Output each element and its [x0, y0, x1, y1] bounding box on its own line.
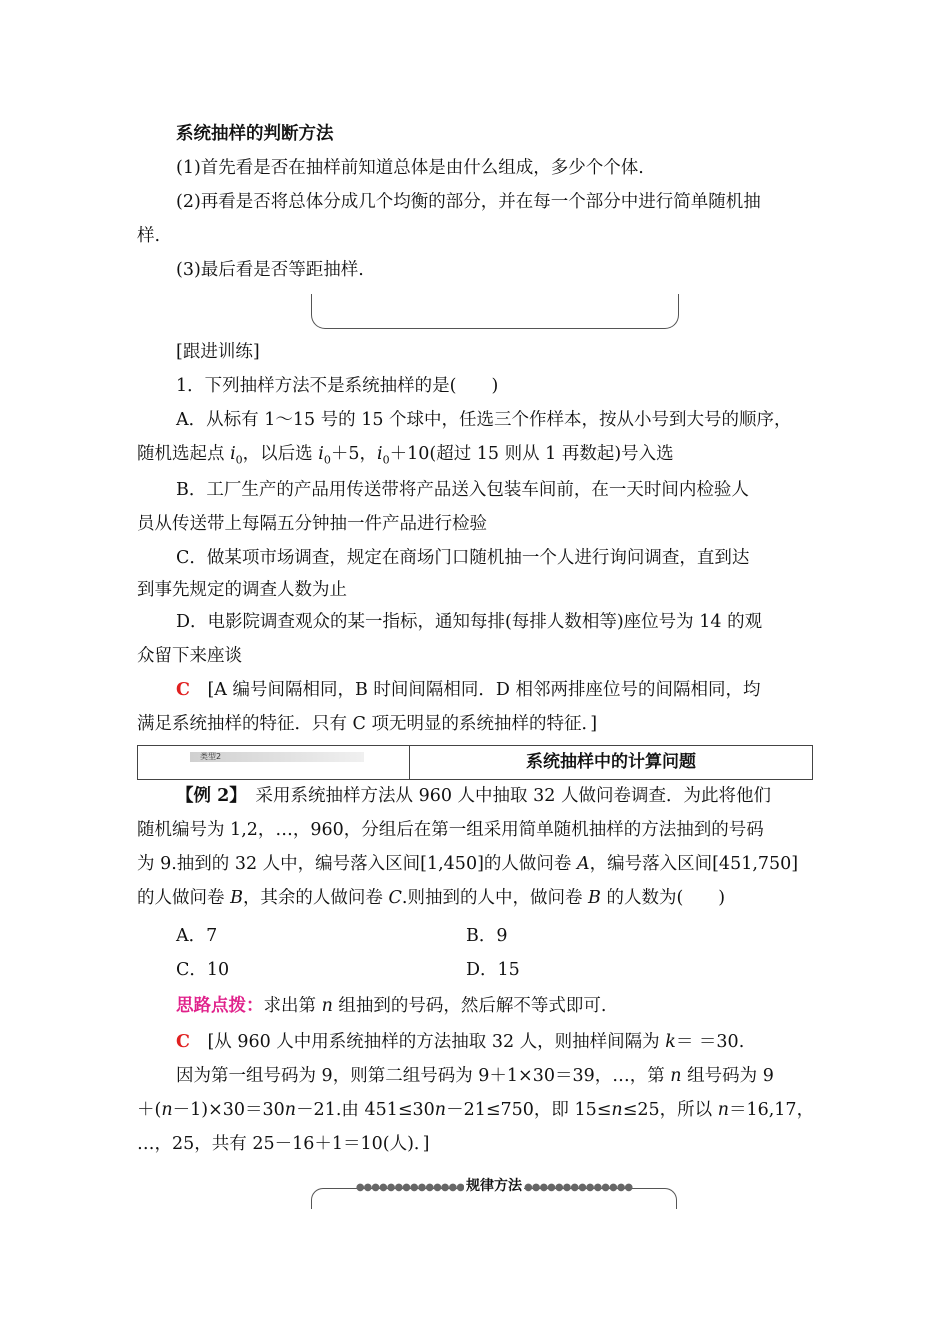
answer-letter: C	[176, 680, 190, 700]
example-2-option-d: D．15	[466, 960, 520, 980]
method-footer-box	[311, 1178, 677, 1206]
question-1-option-b-line1: B．工厂生产的产品用传送带将产品送入包装车间前，在一天时间内检验人	[176, 480, 749, 500]
example-2-solution-line2: 因为第一组号码为 9，则第二组号码为 9＋1×30＝39，…，第 n 组号码为 9	[176, 1066, 774, 1086]
question-1-option-d-line1: D．电影院调查观众的某一指标，通知每排(每排人数相等)座位号为 14 的观	[176, 612, 763, 632]
example-2-solution-line1: C [从 960 人中用系统抽样的方法抽取 32 人，则抽样间隔为 k＝ ＝30.	[176, 1032, 745, 1052]
example-2-option-c: C．10	[176, 960, 230, 980]
example-2-option-a: A．7	[176, 926, 218, 946]
example-2-line4: 的人做问卷 B，其余的人做问卷 C.则抽到的人中，做问卷 B 的人数为( )	[137, 888, 726, 908]
question-1-option-d-line2: 众留下来座谈	[137, 646, 242, 666]
method-footer-label: 规律方法	[466, 1178, 522, 1194]
question-1-option-a-line1: A．从标有 1～15 号的 15 个球中，任选三个作样本，按从小号到大号的顺序，	[176, 410, 792, 430]
example-2-hint: 思路点拨：求出第 n 组抽到的号码，然后解不等式即可.	[176, 996, 607, 1016]
method-heading: 系统抽样的判断方法	[176, 124, 334, 144]
practice-label: [跟进训练]	[176, 342, 260, 362]
example-2-line3: 为 9.抽到的 32 人中，编号落入区间[1,450]的人做问卷 A，编号落入区间[451,750]	[137, 854, 799, 874]
example-2-solution-line4: …，25，共有 25－16＋1＝10(人)．]	[137, 1134, 430, 1154]
example-2-option-b: B．9	[466, 926, 508, 946]
question-1-option-b-line2: 员从传送带上每隔五分钟抽一件产品进行检验	[137, 514, 487, 534]
type-title: 系统抽样中的计算问题	[526, 752, 696, 772]
method-box-bottom	[311, 294, 679, 329]
question-1-stem: 1．下列抽样方法不是系统抽样的是( )	[176, 376, 499, 396]
method-step-1: (1)首先看是否在抽样前知道总体是由什么组成，多少个个体.	[176, 158, 644, 178]
example-2-solution-line3: ＋(n－1)×30＝30n－21.由 451≤30n－21≤750，即 15≤n≤25，所以 n＝16,17，	[137, 1100, 815, 1120]
dot-leader-left: ●●●●●●●●●●●●●●	[355, 1182, 464, 1193]
type-section-bar	[137, 745, 813, 780]
dot-leader-right: ●●●●●●●●●●●●●●	[524, 1182, 633, 1193]
example-2-line2: 随机编号为 1,2，…，960，分组后在第一组采用简单随机抽样的方法抽到的号码	[137, 820, 764, 840]
question-1-answer-line2: 满足系统抽样的特征．只有 C 项无明显的系统抽样的特征．]	[137, 714, 598, 734]
method-step-2-cont: 样.	[137, 226, 161, 246]
type-tag: 类型2	[190, 752, 364, 762]
question-1-option-c-line1: C．做某项市场调查，规定在商场门口随机抽一个人进行询问调查，直到达	[176, 548, 750, 568]
method-step-2: (2)再看是否将总体分成几个均衡的部分，并在每一个部分中进行简单随机抽	[176, 192, 761, 212]
type-bar-left	[138, 746, 410, 779]
question-1-answer-line1: C [A 编号间隔相同，B 时间间隔相同．D 相邻两排座位号的间隔相同，均	[176, 680, 761, 700]
answer-letter: C	[176, 1032, 190, 1052]
question-1-option-c-line2: 到事先规定的调查人数为止	[137, 580, 347, 600]
example-2-line1: 【例 2】 采用系统抽样方法从 960 人中抽取 32 人做问卷调查．为此将他们	[176, 786, 771, 806]
question-1-option-a-line2: 随机选起点 $i_0$，以后选 $i_0+5$，$i_0+10$(超过 15 则从 1 再数起)号入选	[137, 444, 674, 467]
method-step-3: (3)最后看是否等距抽样.	[176, 260, 364, 280]
